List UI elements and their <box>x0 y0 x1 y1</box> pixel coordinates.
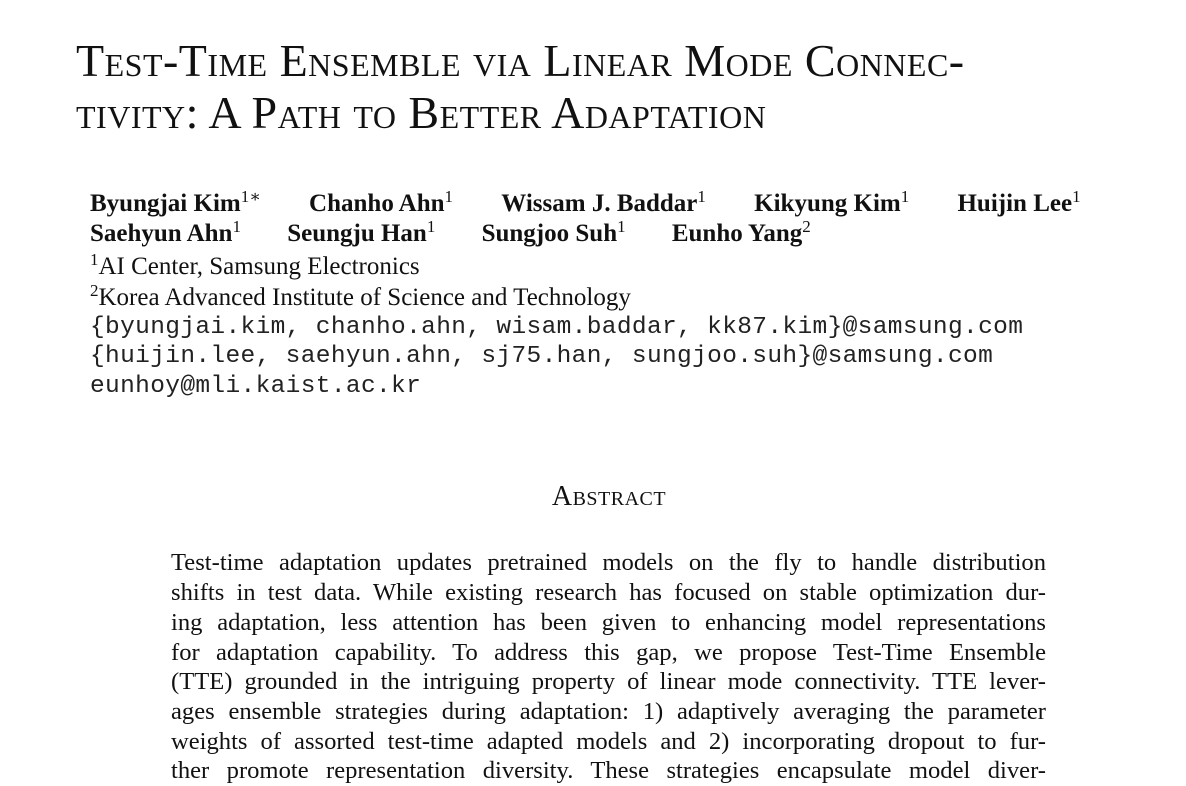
affiliation-text: AI Center, Samsung Electronics <box>98 253 420 280</box>
author-affiliation-mark: 1 <box>900 187 910 206</box>
abstract-line: weights of assorted test-time adapted models and 2) incorporating dropout to fur- <box>171 728 1046 755</box>
email-line-samsung-1: {byungjai.kim, chanho.ahn, wisam.baddar, kk87.kim}@samsung.com <box>90 314 1024 341</box>
author-affiliation-mark: 1 <box>444 187 454 206</box>
email-line-samsung-2: {huijin.lee, saehyun.ahn, sj75.han, sungjoo.suh}@samsung.com <box>90 343 994 370</box>
authors-row-1 <box>90 189 1081 219</box>
abstract-line: ing adaptation, less attention has been given to enhancing model representations <box>171 609 1046 636</box>
paper-title-line-2: tivity: A Path to Better Adaptation <box>76 87 767 138</box>
abstract-line: (TTE) grounded in the intriguing property of linear mode connectivity. TTE lever- <box>171 668 1046 695</box>
paper-title-line-1: Test-Time Ensemble via Linear Mode Connec- <box>76 35 965 86</box>
author-name: Chanho Ahn$^1$ <box>309 187 454 217</box>
affiliation-1 <box>90 252 420 282</box>
author-affiliation-mark: 1 <box>1072 187 1081 206</box>
affiliation-mark: 1 <box>90 250 99 269</box>
author-name: Byungjai Kim$^{1∗}$ <box>90 187 261 217</box>
author-name: Saehyun Ahn$^1$ <box>90 217 241 247</box>
abstract-line: for adaptation capability. To address this gap, we propose Test-Time Ensemble <box>171 639 1046 666</box>
abstract-heading: Abstract <box>551 481 667 512</box>
abstract-line: ages ensemble strategies during adaptation: 1) adaptively averaging the parameter <box>171 698 1046 725</box>
author-name: Sungjoo Suh$^1$ <box>481 217 626 247</box>
author-affiliation-mark: 1 <box>232 217 241 236</box>
abstract-line: ther promote representation diversity. These strategies encapsulate model diver- <box>171 757 1046 784</box>
abstract-line: shifts in test data. While existing research has focused on stable optimization dur- <box>171 579 1046 606</box>
affiliation-2 <box>90 283 631 313</box>
author-affiliation-mark: 1 <box>617 217 626 236</box>
author-affiliation-mark: 1∗ <box>240 187 261 206</box>
author-affiliation-mark: 1 <box>426 217 436 236</box>
affiliation-mark: 2 <box>90 281 99 300</box>
abstract-line: Test-time adaptation updates pretrained models on the fly to handle distribution <box>171 549 1046 576</box>
authors-row-2 <box>90 219 811 249</box>
affiliation-text: Korea Advanced Institute of Science and Technology <box>98 284 631 311</box>
author-name: Eunho Yang$^2$ <box>671 217 811 247</box>
author-name: Wissam J. Baddar$^1$ <box>501 187 706 217</box>
author-name: Huijin Lee$^1$ <box>957 187 1081 217</box>
author-name: Kikyung Kim$^1$ <box>754 187 910 217</box>
author-affiliation-mark: 2 <box>802 217 811 236</box>
author-name: Seungju Han$^1$ <box>287 217 436 247</box>
email-line-kaist: eunhoy@mli.kaist.ac.kr <box>90 373 422 400</box>
author-affiliation-mark: 1 <box>697 187 706 206</box>
